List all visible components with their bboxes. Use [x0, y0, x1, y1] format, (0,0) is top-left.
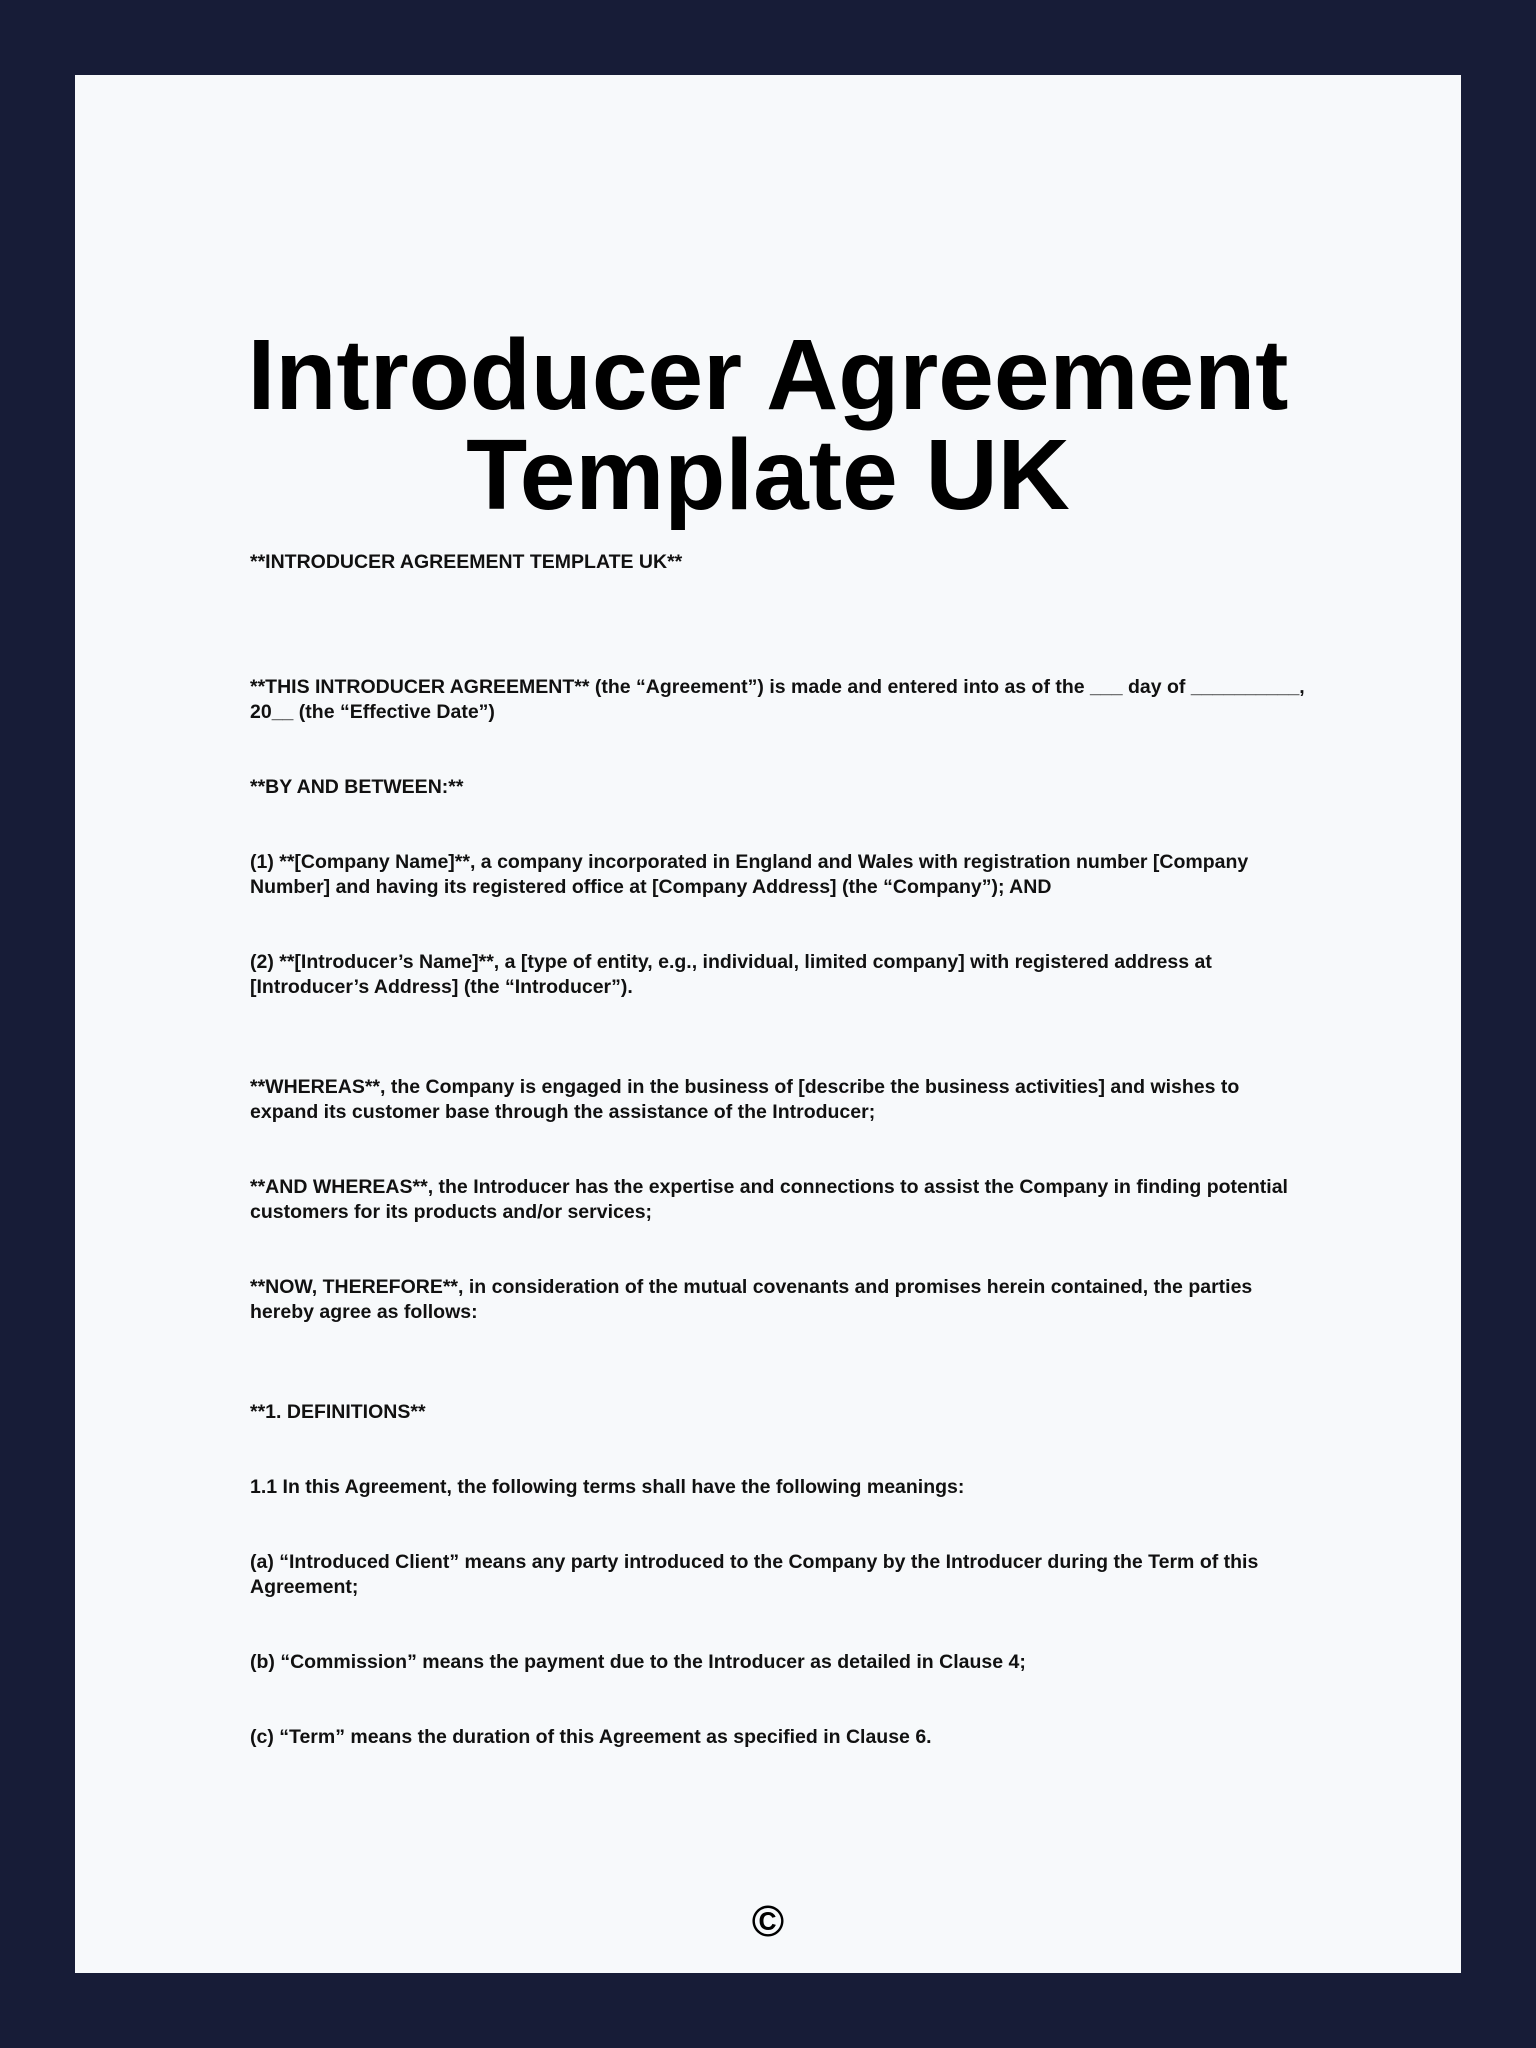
definition-c: (c) “Term” means the duration of this Agreement as specified in Clause 6.	[250, 1726, 932, 1748]
now-therefore-paragraph: **NOW, THEREFORE**, in consideration of the mutual covenants and promises herein contained, the parties hereby agree as follows:	[250, 1276, 1253, 1323]
and-whereas-paragraph: **AND WHEREAS**, the Introducer has the expertise and connections to assist the Company in finding potential customers for its products and/or services;	[250, 1176, 1288, 1223]
definitions-heading: **1. DEFINITIONS**	[250, 1401, 426, 1423]
clause-1-1: 1.1 In this Agreement, the following terms shall have the following meanings:	[250, 1476, 965, 1498]
party-company-paragraph: (1) **[Company Name]**, a company incorporated in England and Wales with registration number [Company Number] and having its registered office at [Company Address] (the “Company”); AND	[250, 851, 1249, 898]
document-page	[75, 75, 1461, 1973]
agreement-heading: **INTRODUCER AGREEMENT TEMPLATE UK**	[250, 551, 683, 573]
copyright-icon: ©	[751, 1897, 785, 1946]
whereas-paragraph: **WHEREAS**, the Company is engaged in the business of [describe the business activities] and wishes to expand its customer base through the assistance of the Introducer;	[250, 1076, 1240, 1123]
preamble-paragraph: **THIS INTRODUCER AGREEMENT** (the “Agreement”) is made and entered into as of the ___ day of __________, 20__ (the “Effective Date”)	[250, 676, 1305, 723]
parties-heading: **BY AND BETWEEN:**	[250, 776, 464, 798]
title-line-1: Introducer Agreement	[247, 319, 1289, 431]
title-line-2: Template UK	[466, 419, 1070, 531]
definition-a: (a) “Introduced Client” means any party introduced to the Company by the Introducer during the Term of this Agreement;	[250, 1551, 1259, 1598]
party-introducer-paragraph: (2) **[Introducer’s Name]**, a [type of entity, e.g., individual, limited company] with registered address at [Introducer’s Address] (the “Introducer”).	[250, 951, 1212, 998]
definition-b: (b) “Commission” means the payment due to the Introducer as detailed in Clause 4;	[250, 1651, 1026, 1673]
document-title	[75, 319, 1461, 531]
